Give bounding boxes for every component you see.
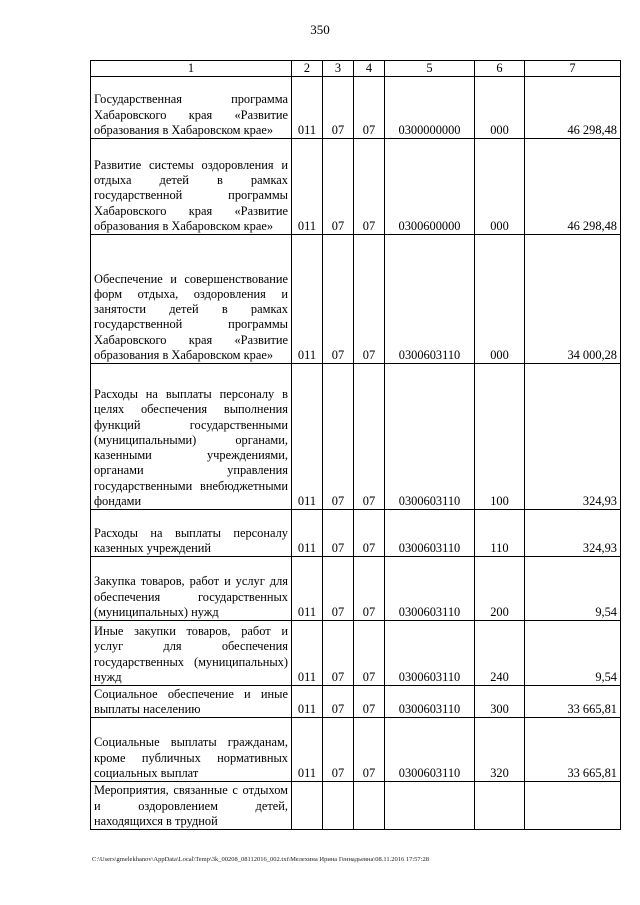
cell-subsection: 07 <box>354 77 385 139</box>
table-row <box>91 686 621 718</box>
cell-ministry: 011 <box>292 139 323 235</box>
cell-ministry: 011 <box>292 364 323 510</box>
cell-section <box>323 782 354 830</box>
cell-target-article: 0300603110 <box>385 235 475 364</box>
cell-target-article <box>385 782 475 830</box>
table-row <box>91 557 621 621</box>
cell-section: 07 <box>323 139 354 235</box>
cell-ministry: 011 <box>292 557 323 621</box>
cell-subsection <box>354 782 385 830</box>
table-row <box>91 139 621 235</box>
cell-amount: 9,54 <box>525 621 621 686</box>
cell-expense-type: 240 <box>475 621 525 686</box>
page-number: 350 <box>310 22 330 37</box>
cell-target-article: 0300603110 <box>385 718 475 782</box>
cell-amount: 46 298,48 <box>525 77 621 139</box>
cell-subsection: 07 <box>354 510 385 557</box>
cell-expense-type: 100 <box>475 364 525 510</box>
cell-ministry: 011 <box>292 510 323 557</box>
cell-section: 07 <box>323 77 354 139</box>
column-header: 7 <box>525 61 621 77</box>
cell-target-article: 0300603110 <box>385 686 475 718</box>
cell-expense-type: 320 <box>475 718 525 782</box>
column-header: 3 <box>323 61 354 77</box>
cell-expense-type: 300 <box>475 686 525 718</box>
cell-amount: 33 665,81 <box>525 686 621 718</box>
cell-section: 07 <box>323 510 354 557</box>
cell-subsection: 07 <box>354 686 385 718</box>
table-row <box>91 718 621 782</box>
column-header: 4 <box>354 61 385 77</box>
cell-target-article: 0300000000 <box>385 77 475 139</box>
cell-section: 07 <box>323 686 354 718</box>
cell-expense-type: 000 <box>475 235 525 364</box>
table-row <box>91 364 621 510</box>
row-name: Мероприятия, связанные с отдыхом и оздоровлением детей, находящихся в трудной <box>91 782 292 830</box>
cell-expense-type: 200 <box>475 557 525 621</box>
budget-table <box>90 60 621 830</box>
table-row <box>91 621 621 686</box>
cell-target-article: 0300603110 <box>385 364 475 510</box>
row-name: Социальные выплаты гражданам, кроме публичных нормативных социальных выплат <box>91 718 292 782</box>
cell-ministry: 011 <box>292 235 323 364</box>
cell-ministry <box>292 782 323 830</box>
row-name: Развитие системы оздоровления и отдыха детей в рамках государственной программы Хабаровского края «Развитие образования в Хабаровском крае» <box>91 139 292 235</box>
cell-amount: 34 000,28 <box>525 235 621 364</box>
cell-ministry: 011 <box>292 718 323 782</box>
cell-subsection: 07 <box>354 364 385 510</box>
cell-section: 07 <box>323 557 354 621</box>
cell-subsection: 07 <box>354 139 385 235</box>
cell-target-article: 0300600000 <box>385 139 475 235</box>
row-name: Социальное обеспечение и иные выплаты населению <box>91 686 292 718</box>
table-row <box>91 235 621 364</box>
cell-target-article: 0300603110 <box>385 621 475 686</box>
cell-amount: 324,93 <box>525 510 621 557</box>
cell-section: 07 <box>323 718 354 782</box>
row-name: Государственная программа Хабаровского края «Развитие образования в Хабаровском крае» <box>91 77 292 139</box>
row-name: Закупка товаров, работ и услуг для обеспечения государственных (муниципальных) нужд <box>91 557 292 621</box>
row-name: Расходы на выплаты персоналу казенных учреждений <box>91 510 292 557</box>
column-header: 6 <box>475 61 525 77</box>
cell-subsection: 07 <box>354 621 385 686</box>
column-header: 5 <box>385 61 475 77</box>
cell-amount: 9,54 <box>525 557 621 621</box>
table-row <box>91 510 621 557</box>
cell-subsection: 07 <box>354 235 385 364</box>
column-header: 2 <box>292 61 323 77</box>
cell-amount: 33 665,81 <box>525 718 621 782</box>
file-path-footer: C:\Users\gmelekhanov\AppData\Local\Temp\3k_00208_08112016_002.txt\Мелехина Ирина Геннадьевна\08.11.2016 17:57:28 <box>92 856 429 863</box>
table-row <box>91 782 621 830</box>
cell-section: 07 <box>323 364 354 510</box>
cell-expense-type: 000 <box>475 139 525 235</box>
table-row <box>91 77 621 139</box>
row-name: Иные закупки товаров, работ и услуг для обеспечения государственных (муниципальных) нужд <box>91 621 292 686</box>
row-name: Расходы на выплаты персоналу в целях обеспечения выполнения функций государственными (муниципальными) органами, казенными учреждениями, органами управления государственными внебюджетными фондами <box>91 364 292 510</box>
cell-subsection: 07 <box>354 557 385 621</box>
cell-ministry: 011 <box>292 621 323 686</box>
column-header: 1 <box>91 61 292 77</box>
cell-section: 07 <box>323 235 354 364</box>
cell-ministry: 011 <box>292 77 323 139</box>
cell-expense-type <box>475 782 525 830</box>
table-header-row <box>91 61 621 77</box>
cell-target-article: 0300603110 <box>385 510 475 557</box>
cell-amount: 324,93 <box>525 364 621 510</box>
cell-expense-type: 000 <box>475 77 525 139</box>
cell-amount <box>525 782 621 830</box>
cell-expense-type: 110 <box>475 510 525 557</box>
cell-ministry: 011 <box>292 686 323 718</box>
cell-target-article: 0300603110 <box>385 557 475 621</box>
cell-section: 07 <box>323 621 354 686</box>
cell-amount: 46 298,48 <box>525 139 621 235</box>
cell-subsection: 07 <box>354 718 385 782</box>
row-name: Обеспечение и совершенствование форм отдыха, оздоровления и занятости детей в рамках государственной программы Хабаровского края «Развитие образования в Хабаровском крае» <box>91 235 292 364</box>
